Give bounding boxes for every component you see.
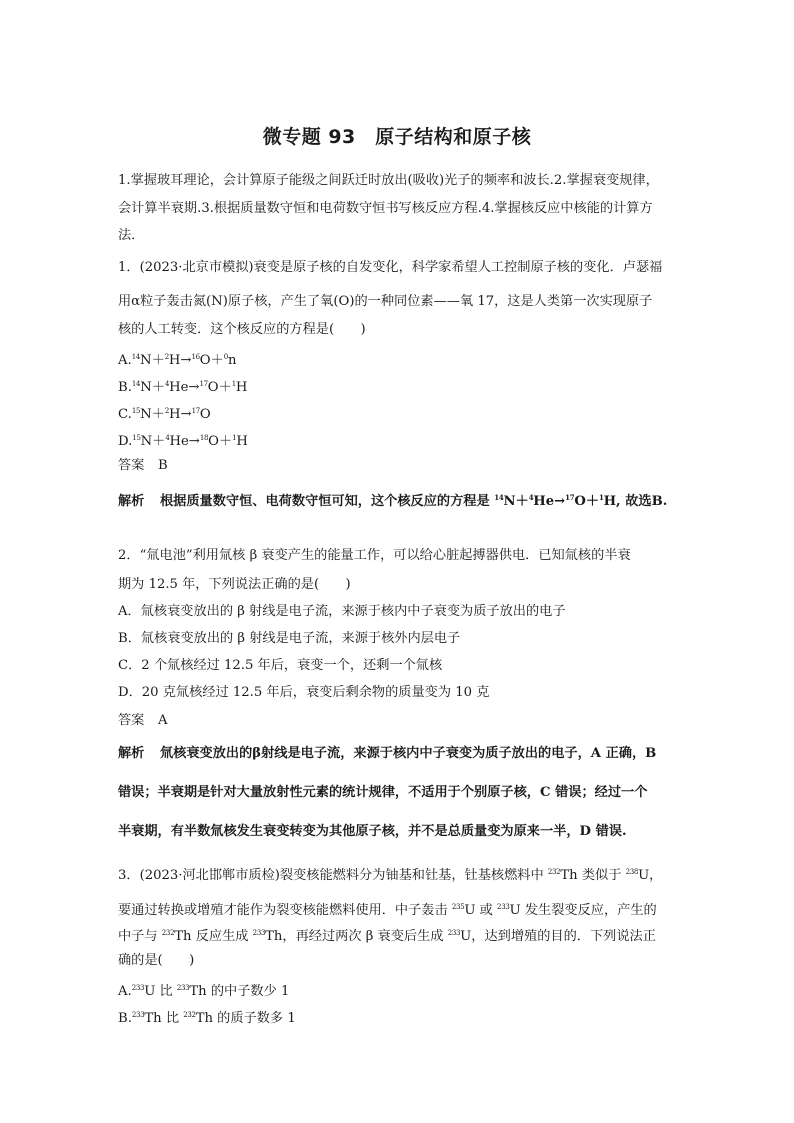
- q2-option-b: B．氚核衰变放出的 β 射线是电子流，来源于核外内层电子: [118, 631, 461, 646]
- q3-option-a: A.$^{233}$U 比 $^{233}$Th 的中子数少 1: [118, 984, 290, 999]
- q2-analysis-line-2: 错误；半衰期是针对大量放射性元素的统计规律，不适用于个别原子核，C 错误；经过一个: [118, 785, 648, 800]
- q2-option-c: C．2 个氚核经过 12.5 年后，衰变一个，还剩一个氚核: [118, 658, 443, 673]
- q1-stem-line-3: 核的人工转变．这个核反应的方程是( ): [118, 322, 366, 337]
- q1-option-b: B.$^{14}$N＋$^4$He→$^{17}$O＋$^1$H: [118, 380, 248, 395]
- q1-option-a: A.$^{14}$N＋$^2$H→$^{16}$O＋$^0$n: [118, 353, 237, 368]
- q1-stem-line-1: 1．(2023·北京市模拟)衰变是原子核的自发变化，科学家希望人工控制原子核的变化．卢瑟福: [118, 260, 663, 275]
- q1-analysis: 解析 根据质量数守恒、电荷数守恒可知，这个核反应的方程是 $^{14}$N＋$^4$He→$^{17}$O＋$^1$H, 故选B.: [118, 493, 668, 509]
- q3-stem-line-1: 3．(2023·河北邯郸市质检)裂变核能燃料分为铀基和钍基，钍基核燃料中 $^{232}$Th 类似于 $^{238}$U，: [118, 868, 663, 883]
- q1-option-c: C.$^{15}$N＋$^2$H→$^{17}$O: [118, 407, 211, 422]
- page-title: 微专题 93 原子结构和原子核: [262, 126, 532, 148]
- answer-label: 答案: [118, 713, 145, 728]
- q1-answer: [118, 457, 168, 475]
- q2-analysis-line-3: 半衰期，有半数氚核发生衰变转变为其他原子核，并不是总质量变为原来一半，D 错误.: [118, 824, 627, 839]
- intro-line-2: 会计算半衰期.3.根据质量数守恒和电荷数守恒书写核反应方程.4.掌握核反应中核能的计算方: [118, 201, 653, 216]
- q2-answer: [118, 712, 168, 730]
- intro-line-1: 1.掌握玻耳理论，会计算原子能级之间跃迁时放出(吸收)光子的频率和波长.2.掌握衰变规律，: [118, 173, 659, 188]
- answer-value: A: [158, 713, 168, 728]
- intro-line-3: 法．: [118, 228, 145, 243]
- q2-stem-line-2: 期为 12.5 年，下列说法正确的是( ): [118, 577, 351, 592]
- q2-option-a: A．氚核衰变放出的 β 射线是电子流，来源于核内中子衰变为质子放出的电子: [118, 604, 566, 619]
- q3-stem-line-3: 中子与 $^{232}$Th 反应生成 $^{233}$Th，再经过两次 β 衰变后生成 $^{233}$U，达到增殖的目的．下列说法正: [118, 929, 656, 944]
- analysis-label: 解析: [118, 746, 145, 761]
- q3-option-b: B.$^{233}$Th 比 $^{232}$Th 的质子数多 1: [118, 1011, 296, 1026]
- analysis-label: 解析: [118, 494, 145, 509]
- q3-stem-line-2: 要通过转换或增殖才能作为裂变核能燃料使用．中子轰击 $^{235}$U 或 $^{233}$U 发生裂变反应，产生的: [118, 903, 657, 918]
- q2-stem-line-1: 2．“氚电池”利用氚核 β 衰变产生的能量工作，可以给心脏起搏器供电．已知氚核的半衰: [118, 548, 631, 563]
- q1-stem-line-2: 用α粒子轰击氮(N)原子核，产生了氧(O)的一种同位素——氧 17，这是人类第一次实现原子: [118, 294, 653, 309]
- q1-option-d: D.$^{15}$N＋$^4$He→$^{18}$O＋$^1$H: [118, 434, 248, 449]
- answer-label: 答案: [118, 458, 145, 473]
- q3-stem-line-4: 确的是( ): [118, 953, 195, 968]
- q2-analysis-line-1: 解析 氚核衰变放出的β射线是电子流，来源于核内中子衰变为质子放出的电子，A 正确，B: [118, 746, 657, 761]
- q2-option-d: D．20 克氚核经过 12.5 年后，衰变后剩余物的质量变为 10 克: [118, 685, 490, 700]
- answer-value: B: [158, 458, 168, 473]
